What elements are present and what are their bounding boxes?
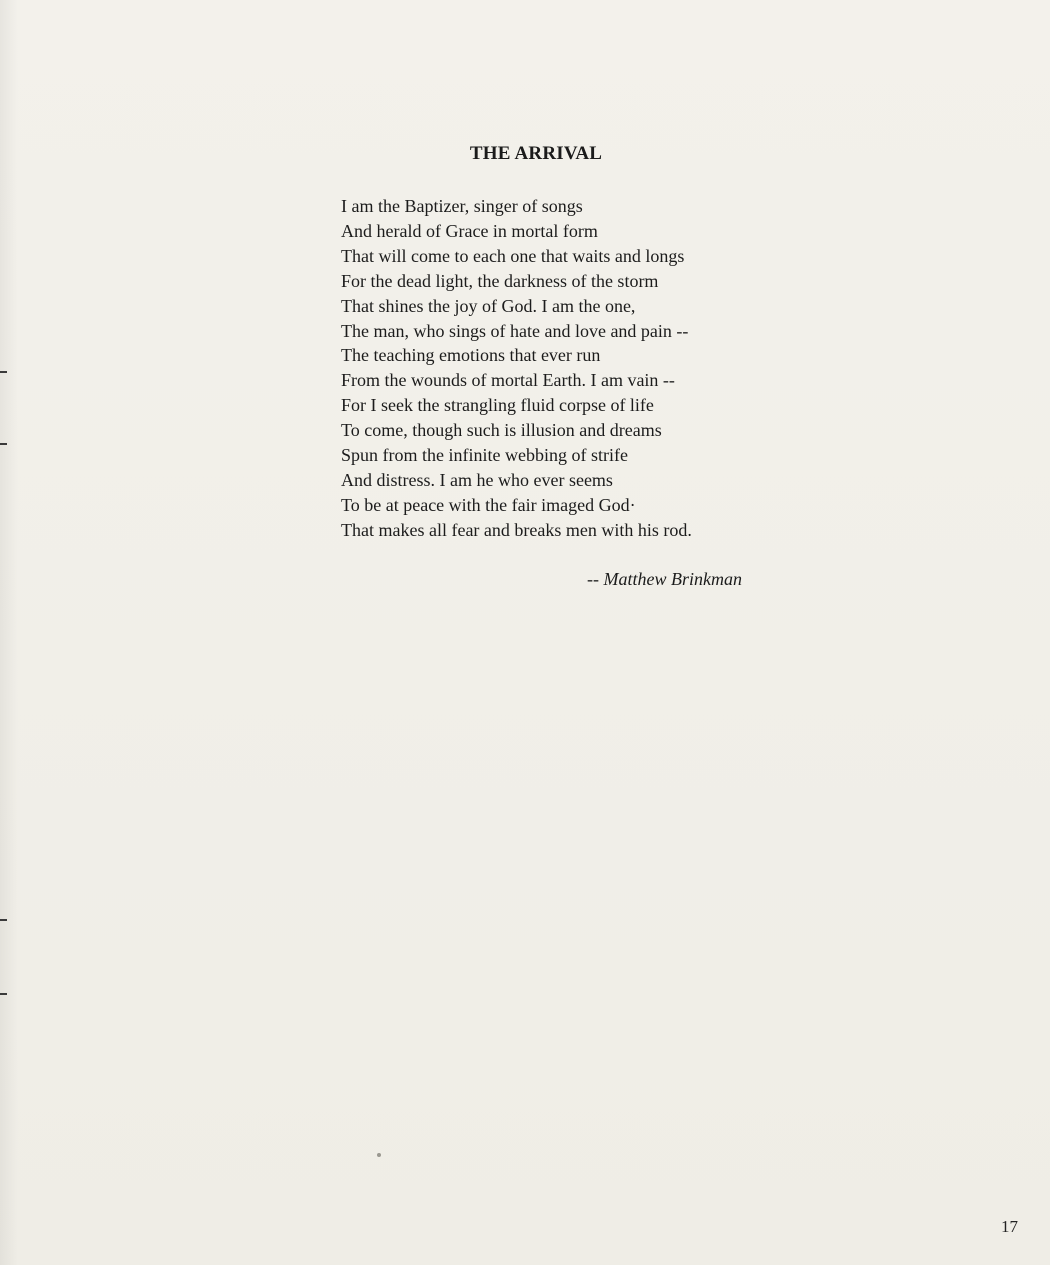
poem-line: For I seek the strangling fluid corpse of life (341, 395, 654, 416)
paper-speck (377, 1153, 381, 1157)
poem-line: For the dead light, the darkness of the storm (341, 270, 659, 291)
poem-line: From the wounds of mortal Earth. I am vain -- (341, 370, 675, 391)
poem-line: That makes all fear and breaks men with his rod. (341, 519, 692, 540)
binding-mark (0, 371, 7, 373)
poem-line: The teaching emotions that ever run (341, 345, 601, 366)
author-dash: -- (587, 569, 604, 589)
poem-line: That will come to each one that waits and longs (341, 245, 685, 266)
poem-body (341, 194, 692, 543)
poem-line: To come, though such is illusion and dreams (341, 420, 662, 441)
poem-line: Spun from the infinite webbing of strife (341, 445, 628, 466)
poem-line: The man, who sings of hate and love and pain -- (341, 320, 689, 341)
poem-author (587, 569, 742, 590)
binding-mark (0, 919, 7, 921)
page-number: 17 (1001, 1217, 1018, 1236)
poem-line: To be at peace with the fair imaged God· (341, 494, 636, 515)
author-name: Matthew Brinkman (603, 569, 742, 589)
binding-mark (0, 443, 7, 445)
poem-title: THE ARRIVAL (469, 143, 603, 164)
poem-line: And herald of Grace in mortal form (341, 220, 598, 241)
poem-line: I am the Baptizer, singer of songs (341, 196, 583, 216)
poem-line: And distress. I am he who ever seems (341, 469, 613, 490)
binding-mark (0, 993, 7, 995)
poem-line: That shines the joy of God. I am the one, (341, 295, 636, 316)
